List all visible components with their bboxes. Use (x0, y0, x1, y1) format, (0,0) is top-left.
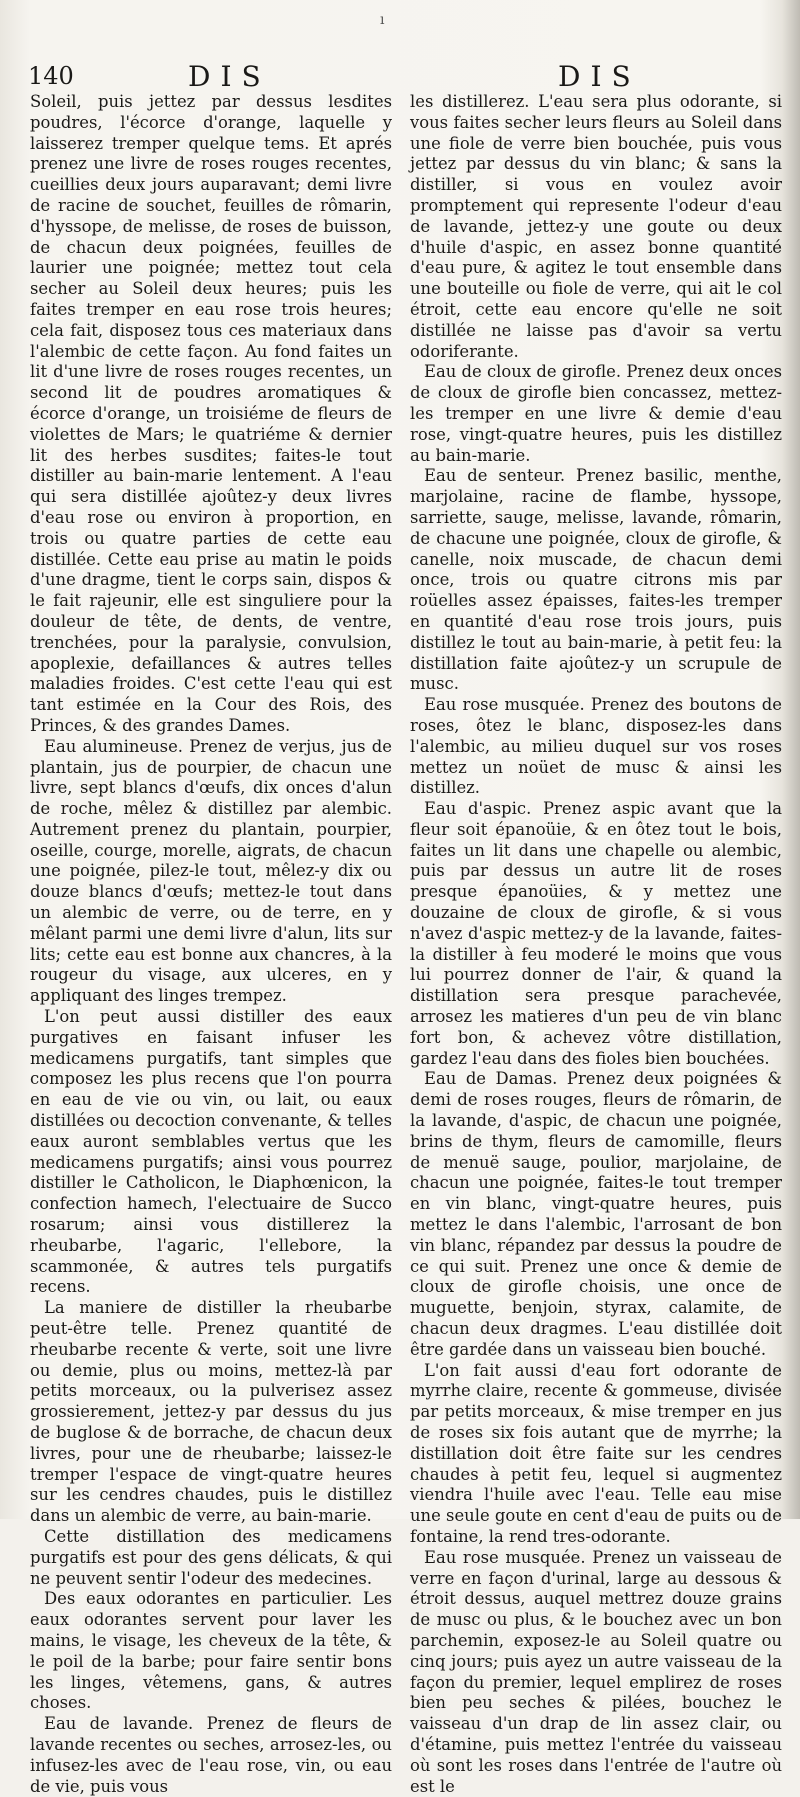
paragraph: La maniere de distiller la rheubarbe peut-être telle. Prenez quantité de rheubarbe recente & verte, soit une livre ou demie, plus ou moins, mettez-là par petits morceaux, ou la pulverisez assez grossierement, jettez-y par dessus du jus de buglose & de borrache, de chacun deux livres, pour une de rheubarbe; laissez-le tremper l'espace de vingt-quatre heures sur les cendres chaudes, puis le distillez dans un alembic de verre, au bain-marie. (30, 1298, 392, 1526)
paragraph: Eau alumineuse. Prenez de verjus, jus de plantain, jus de pourpier, de chacun une livre, sept blancs d'œufs, dix onces d'alun de roche, mêlez & distillez par alembic. Autrement prenez du plantain, pourpier, oseille, courge, morelle, aigrats, de chacun une poignée, pilez-le tout, mêlez-y dix ou douze blancs d'œufs; mettez-le tout dans un alembic de verre, ou de terre, en y mêlant parmi une demi livre d'alun, lits sur lits; cette eau est bonne aux chancres, à la rougeur du visage, aux ulceres, en y appliquant des linges trempez. (30, 736, 392, 1006)
paragraph: Eau de Damas. Prenez deux poignées & demi de roses rouges, fleurs de rômarin, de la lavande, d'aspic, de chacun une poignée, brins de thym, fleurs de camomille, fleurs de menuë sauge, poulior, marjolaine, de chacun une poignée, faites-le tout tremper en vin blanc, vingt-quatre heures, puis mettez le dans l'alembic, l'arrosant de bon vin blanc, répandez par dessus la poudre de ce qui suit. Prenez une once & demie de cloux de girofle choisis, une once de muguette, benjoin, styrax, calamite, de chacun deux dragmes. L'eau distillée doit être gardée dans un vaisseau bien bouché. (410, 1069, 782, 1359)
page-number: 140 (28, 62, 74, 90)
page-top-mark: ı (380, 12, 385, 28)
paragraph: Eau rose musquée. Prenez un vaisseau de verre en façon d'urinal, large au dessous & étroit dessus, auquel mettrez douze grains de musc ou plus, & le bouchez avec un bon parchemin, exposez-le au Soleil quatre ou cinq jours; puis ayez un autre vaisseau de la façon du premier, lequel emplirez de roses bien peu seches & pilées, bouchez le vaisseau d'un drap de lin assez clair, ou d'étamine, puis mettez l'entrée du vaisseau où sont les roses dans l'entrée de l'autre où est le (410, 1547, 782, 1796)
paragraph: Eau rose musquée. Prenez des boutons de roses, ôtez le blanc, disposez-les dans l'alembic, au milieu duquel sur vos roses mettez un noüet de musc & ainsi les distillez. (410, 695, 782, 798)
section-heading-paragraph: Des eaux odorantes en particulier. Les eaux odorantes servent pour laver les mains, le visage, les cheveux de la tête, & le poil de la barbe; pour faire sentir bons les linges, vêtemens, gans, & autres choses. (30, 1589, 392, 1713)
paragraph: Eau de cloux de girofle. Prenez deux onces de cloux de girofle bien concassez, mettez-les tremper en une livre & demie d'eau rose, vingt-quatre heures, puis les distillez au bain-marie. (410, 362, 782, 465)
right-column (410, 92, 782, 1797)
paragraph: L'on peut aussi distiller des eaux purgatives en faisant infuser les medicamens purgatifs, tant simples que composez les plus recens que l'on pourra en eau de vie ou vin, ou lait, ou eaux distillées ou decoction convenante, & telles eaux auront semblables vertus que les medicamens purgatifs; ainsi vous pourrez distiller le Catholicon, le Diaphœnicon, la confection hamech, l'electuaire de Succo rosarum; ainsi vous distillerez la rheubarbe, l'agaric, l'ellebore, la scammonée, & autres tels purgatifs recens. (30, 1007, 392, 1297)
page-edge-shadow (782, 0, 800, 1519)
running-head-left: DIS (188, 60, 271, 93)
page-header (28, 60, 768, 92)
running-head-right: DIS (558, 60, 641, 93)
paragraph: Eau de lavande. Prenez de fleurs de lavande recentes ou seches, arrosez-les, ou infusez-les avec de l'eau rose, vin, ou eau de vie, puis vous (30, 1714, 392, 1796)
paragraph: les distillerez. L'eau sera plus odorante, si vous faites secher leurs fleurs au Soleil dans une fiole de verre bien bouchée, puis vous jettez par dessus du vin blanc; & sans la distiller, si vous en voulez avoir promptement qui represente l'odeur d'eau de lavande, jettez-y une goute ou deux d'huile d'aspic, en assez bonne quantité d'eau pure, & agitez le tout ensemble dans une bouteille ou fiole de verre, qui ait le col étroit, cette eau encore qu'elle ne soit distillée ne laisse pas d'avoir sa vertu odoriferante. (410, 92, 782, 361)
left-column (30, 92, 392, 1797)
paragraph: L'on fait aussi d'eau fort odorante de myrrhe claire, recente & gommeuse, divisée par petits morceaux, & mise tremper en jus de roses six fois autant que de myrrhe; la distillation doit être faite sur les cendres chaudes à petit feu, lequel si augmentez viendra l'huile avec l'eau. Telle eau mise une seule goute en cent d'eau de puits ou de fontaine, la rend tres-odorante. (410, 1360, 782, 1546)
paragraph: Soleil, puis jettez par dessus lesdites poudres, l'écorce d'orange, laquelle y laisserez tremper quelque tems. Et aprés prenez une livre de roses rouges recentes, cueillies deux jours auparavant; demi livre de racine de souchet, feuilles de rômarin, d'hyssope, de melisse, de roses de buisson, de chacun deux poignées, feuilles de laurier une poignée; mettez tout cela secher au Soleil deux heures; puis les faites tremper en eau rose trois heures; cela fait, disposez tous ces materiaux dans l'alembic de cette façon. Au fond faites un lit d'une livre de roses rouges recentes, un second lit de poudres aromatiques & écorce d'orange, un troisiéme de fleurs de violettes de Mars; le quatriéme & dernier lit des herbes susdites; faites-le tout distiller au bain-marie lentement. A l'eau qui sera distillée ajoûtez-y deux livres d'eau rose ou environ à proportion, en trois ou quatre parties de cette eau distillée. Cette eau prise au matin le poids d'une dragme, tient le corps sain, dispos & le fait rajeunir, elle est singuliere pour la douleur de tête, de dents, de ventre, trenchées, pour la paralysie, convulsion, apoplexie, defaillances & autres telles maladies froides. C'est cette l'eau qui est tant estimée en la Cour des Rois, des Princes, & des grandes Dames. (30, 92, 392, 735)
paragraph: Cette distillation des medicamens purgatifs est pour des gens délicats, & qui ne peuvent sentir l'odeur des medecines. (30, 1526, 392, 1588)
paragraph: Eau d'aspic. Prenez aspic avant que la fleur soit épanoüie, & en ôtez tout le bois, faites un lit dans une chapelle ou alembic, puis par dessus un autre lit de roses presque épanoüies, & y mettez une douzaine de cloux de girofle, & si vous n'avez d'aspic mettez-y de la lavande, faites-la distiller à feu moderé le moins que vous lui pourrez donner de l'air, & quand la distillation sera presque parachevée, arrosez les matieres d'un peu de vin blanc fort bon, & achevez vôtre distillation, gardez l'eau dans des fioles bien bouchées. (410, 799, 782, 1068)
paragraph: Eau de senteur. Prenez basilic, menthe, marjolaine, racine de flambe, hyssope, sarriette, sauge, melisse, lavande, rômarin, de chacune une poignée, cloux de girofle, & canelle, noix muscade, de chacun demi once, trois ou quatre citrons mis par roüelles assez épaisses, faites-les tremper en quantité d'eau rose trois jours, puis distillez le tout au bain-marie, à petit feu: la distillation faite ajoûtez-y un scrupule de musc. (410, 466, 782, 694)
